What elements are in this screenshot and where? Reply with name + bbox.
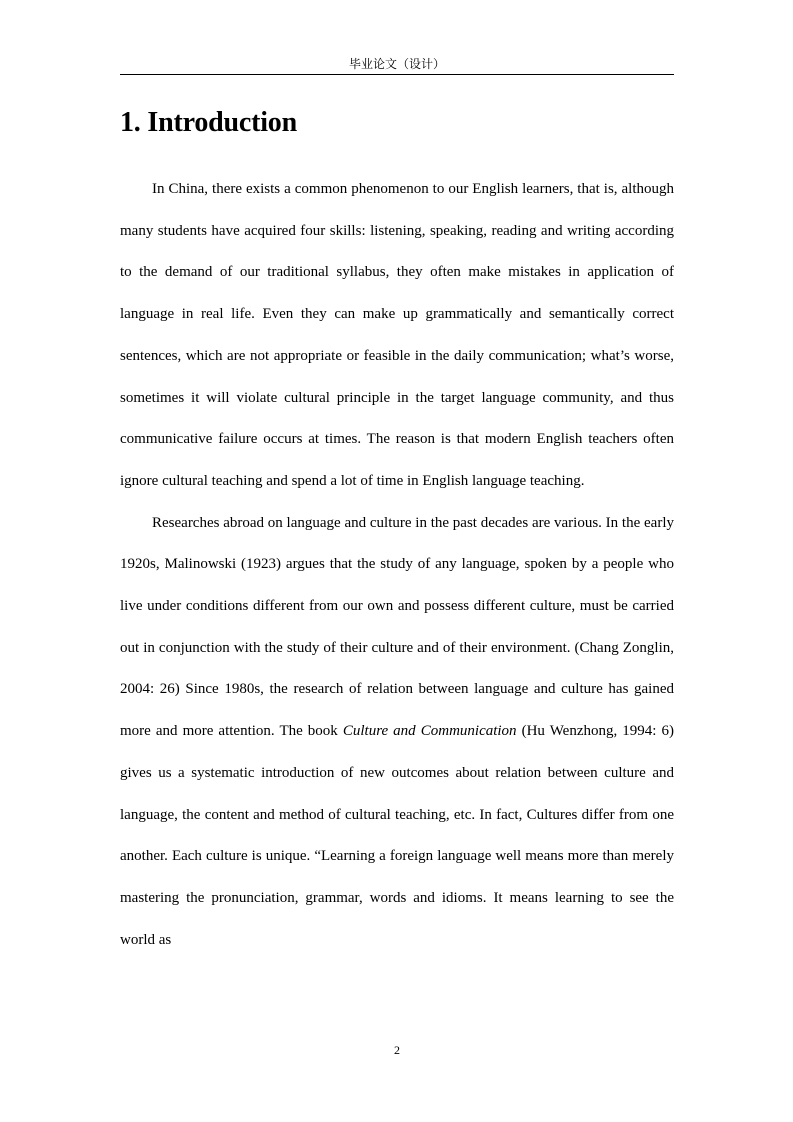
paragraph-research-abroad (120, 503, 674, 962)
paragraph-research-text-2: (Hu Wenzhong, 1994: 6) gives us a systematic introduction of new outcomes about relation between culture and language, the content and method of cultural teaching, etc. In fact, Cultures differ from one another. Each culture is unique. “Learning a foreign language well means more than merely mastering the pronunciation, grammar, words and idioms. It means learning to see the world as (120, 723, 674, 948)
section-title: 1. Introduction (120, 107, 297, 138)
running-header (120, 55, 674, 75)
paragraph-intro-phenomenon: In China, there exists a common phenomenon to our English learners, that is, although many students have acquired four skills: listening, speaking, reading and writing according to the demand of our traditional syllabus, they often make mistakes in application of language in real life. Even they can make up grammatically and semantically correct sentences, which are not appropriate or feasible in the daily communication; what’s worse, sometimes it will violate cultural principle in the target language community, and thus communicative failure occurs at times. The reason is that modern English teachers often ignore cultural teaching and spend a lot of time in English language teaching. (120, 181, 674, 489)
body-text (120, 169, 674, 961)
page-number: 2 (394, 1043, 400, 1057)
paragraph-research-text-1: Researches abroad on language and culture in the past decades are various. In the early 1920s, Malinowski (1923) argues that the study of any language, spoken by a people who live under conditions different from our own and possess different culture, must be carried out in conjunction with the study of their culture and of their environment. (Chang Zonglin, 2004: 26) Since 1980s, the research of relation between language and culture has gained more and more attention. The book (120, 514, 674, 740)
running-header-title: 毕业论文（设计） (348, 57, 445, 71)
book-title-culture-and-communication: Culture and Communication (342, 723, 517, 740)
